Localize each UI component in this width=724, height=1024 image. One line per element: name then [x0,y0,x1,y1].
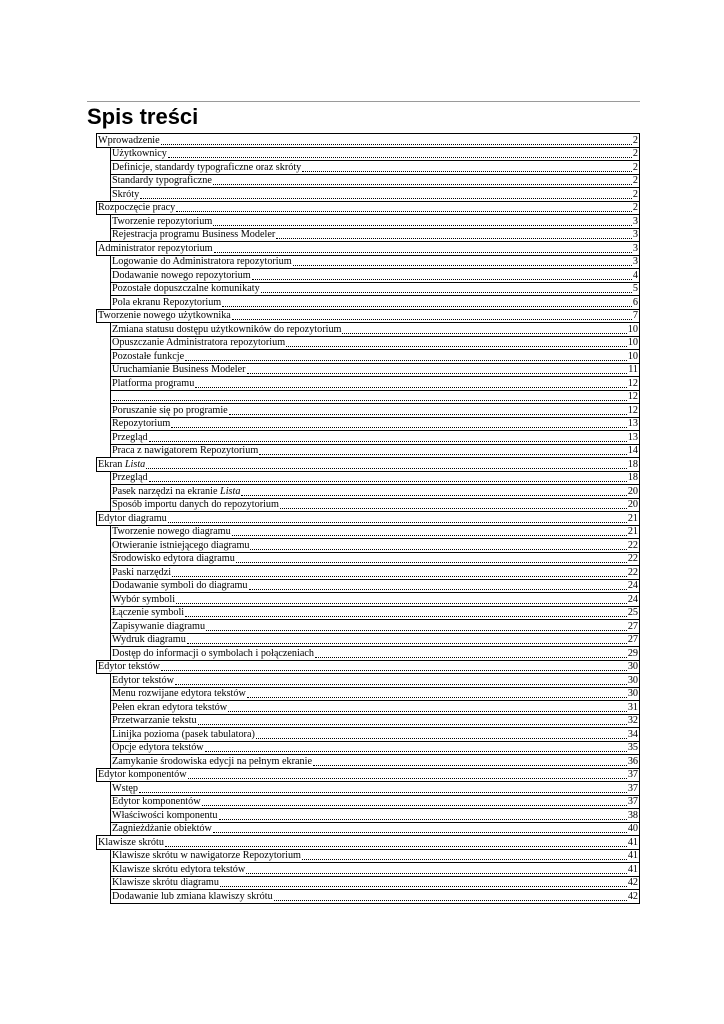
toc-page-number: 12 [627,377,638,389]
toc-entry-label: Platforma programu [112,377,195,389]
toc-dot-leader [213,832,627,833]
toc-dot-leader [185,360,627,361]
toc-entry-label: Wybór symboli [112,593,176,605]
toc-section-entry[interactable] [110,538,640,553]
toc-entry-label: Wprowadzenie [98,134,160,146]
toc-page-number: 13 [627,431,638,443]
toc-dot-leader [220,886,627,887]
toc-page-number: 37 [627,769,638,780]
toc-dot-leader [249,589,627,590]
toc-page-number: 30 [627,674,638,686]
toc-section-entry[interactable] [110,471,640,486]
toc-entry-label: Rejestracja programu Business Modeler [112,229,276,240]
toc-section-entry[interactable] [110,214,640,229]
toc-section-entry[interactable] [110,403,640,418]
toc-entry-label: Paski narzędzi [112,566,172,578]
toc-section-entry[interactable] [110,633,640,648]
toc-dot-leader [232,535,627,536]
toc-entry-label: Edytor komponentów [98,769,187,780]
toc-page-number: 22 [627,553,638,564]
toc-dot-leader [256,738,627,739]
toc-chapter-entry[interactable] [96,835,640,850]
toc-entry-label: Skróty [112,188,140,200]
toc-section-entry[interactable] [110,390,640,405]
toc-section-entry[interactable] [110,822,640,837]
toc-page-number: 38 [627,809,638,821]
toc-page-number: 11 [628,364,638,375]
toc-dot-leader [213,225,632,226]
toc-page-number: 30 [627,688,638,699]
toc-section-entry[interactable] [110,714,640,729]
toc-dot-leader [302,171,632,172]
toc-page-number: 24 [627,593,638,605]
toc-dot-leader [274,900,627,901]
toc-page-number: 2 [632,161,638,173]
toc-chapter-entry[interactable] [96,768,640,783]
toc-entry-label: Edytor komponentów [112,796,201,807]
toc-page-number: 4 [632,269,638,281]
toc-section-entry[interactable] [110,295,640,310]
toc-page-number: 18 [627,472,638,483]
toc-chapter-entry[interactable] [96,133,640,148]
toc-section-entry[interactable] [110,430,640,445]
toc-page-number: 37 [627,782,638,794]
toc-page-number: 12 [627,391,638,402]
toc-dot-leader [113,400,627,401]
toc-dot-leader [214,252,632,253]
toc-dot-leader [205,751,627,752]
toc-page-number: 41 [627,863,638,875]
toc-entry-label: Pozostałe dopuszczalne komunikaty [112,283,260,294]
toc-dot-leader [315,657,627,658]
toc-page-number: 20 [627,485,638,497]
toc-page-number: 25 [627,607,638,618]
toc-page-number: 6 [632,296,638,308]
header-rule [87,101,640,102]
toc-dot-leader [161,670,627,671]
toc-page-number: 2 [632,148,638,159]
toc-section-entry[interactable] [110,795,640,810]
toc-entry-label: Tworzenie repozytorium [112,215,213,227]
toc-page-number: 3 [632,215,638,227]
toc-section-entry[interactable] [110,687,640,702]
toc-entry-label: Dodawanie symboli do diagramu [112,580,248,591]
toc-section-entry[interactable] [110,741,640,756]
toc-dot-leader [185,616,627,617]
toc-section-entry[interactable] [110,876,640,891]
toc-section-entry[interactable] [110,349,640,364]
toc-entry-label: Użytkownicy [112,148,167,159]
toc-entry-label: Klawisze skrótu w nawigatorze Repozytorium [112,850,301,861]
toc-section-entry[interactable] [110,579,640,594]
toc-dot-leader [261,292,632,293]
toc-dot-leader [259,454,627,455]
toc-page-number: 14 [627,445,638,456]
toc-section-entry[interactable] [110,282,640,297]
toc-section-entry[interactable] [110,376,640,391]
toc-page-number: 2 [632,134,638,146]
toc-section-entry[interactable] [110,187,640,202]
toc-dot-leader [206,630,627,631]
toc-page-number: 13 [627,418,638,429]
toc-dot-leader [252,279,632,280]
toc-entry-label-italic: Lista [124,458,146,470]
toc-dot-leader [172,576,627,577]
page-title: Spis treści [87,104,199,129]
toc-dot-leader [139,792,627,793]
toc-entry-label: Dodawanie nowego repozytorium [112,269,251,281]
toc-page-number: 3 [632,229,638,240]
toc-section-entry[interactable] [110,889,640,904]
toc-section-entry[interactable] [110,606,640,621]
toc-chapter-entry[interactable] [96,309,640,324]
toc-dot-leader [250,549,626,550]
toc-entry-label: Edytor tekstów [98,661,160,672]
toc-dot-leader [276,238,632,239]
toc-page-number: 35 [627,742,638,753]
toc-section-entry[interactable] [110,268,640,283]
toc-page-number: 32 [627,715,638,726]
toc-entry-label: Otwieranie istniejącego diagramu [112,539,250,551]
toc-entry-label: Klawisze skrótu [98,836,164,848]
toc-entry-label: Zapisywanie diagramu [112,620,206,632]
toc-page-number: 24 [627,580,638,591]
toc-dot-leader [236,562,627,563]
toc-dot-leader [229,414,627,415]
toc-entry-label: Przegląd [112,472,148,483]
toc-dot-leader [165,846,627,847]
toc-section-entry[interactable] [110,781,640,796]
toc-page-number: 10 [627,323,638,335]
toc-entry-label: Poruszanie się po programie [112,404,228,416]
toc-entry-label: Środowisko edytora diagramu [112,553,235,564]
toc-dot-leader [313,765,627,766]
toc-entry-label: Pola ekranu Repozytorium [112,296,222,308]
toc-page-number: 20 [627,499,638,510]
toc-dot-leader [195,387,626,388]
toc-dot-leader [246,873,627,874]
toc-page-number: 42 [627,877,638,888]
toc-entry-label: Rozpoczęcie pracy [98,202,176,213]
toc-entry-label: Edytor diagramu [98,512,167,524]
toc-dot-leader [302,859,627,860]
toc-section-entry[interactable] [110,174,640,189]
toc-section-entry[interactable] [110,673,640,688]
toc-entry-label-italic: Lista [220,485,241,497]
toc-section-entry[interactable] [110,363,640,378]
toc-entry-label: Tworzenie nowego użytkownika [98,310,231,321]
toc-page-number: 41 [627,850,638,861]
toc-dot-leader [140,198,632,199]
toc-entry-label: Menu rozwijane edytora tekstów [112,688,246,699]
toc-entry-label: Ekran Lista [98,458,146,470]
toc-entry-label: Standardy typograficzne [112,175,212,186]
toc-section-entry[interactable] [110,160,640,175]
toc-entry-label: Praca z nawigatorem Repozytorium [112,445,259,456]
toc-dot-leader [202,805,627,806]
toc-dot-leader [222,306,632,307]
toc-dot-leader [219,819,627,820]
toc-dot-leader [247,373,628,374]
toc-page-number: 29 [627,647,638,659]
toc-section-entry[interactable] [110,228,640,243]
toc-page-number: 12 [627,404,638,416]
toc-page-number: 36 [627,755,638,767]
toc-section-entry[interactable] [110,147,640,162]
toc-chapter-entry[interactable] [96,660,640,675]
toc-section-entry[interactable] [110,484,640,499]
toc-section-entry[interactable] [110,552,640,567]
toc-entry-label: Klawisze skrótu edytora tekstów [112,863,246,875]
toc-page-number: 22 [627,566,638,578]
toc-dot-leader [176,211,632,212]
toc-dot-leader [241,495,626,496]
toc-page-number: 34 [627,728,638,740]
toc-entry-label: Pozostałe funkcje [112,350,185,362]
toc-dot-leader [149,441,627,442]
toc-dot-leader [175,684,627,685]
toc-dot-leader [176,603,627,604]
toc-section-entry[interactable] [110,727,640,742]
toc-entry-label: Definicje, standardy typograficzne oraz skróty [112,161,302,173]
toc-page-number: 27 [627,620,638,632]
toc-dot-leader [213,184,632,185]
toc-page-number: 2 [632,202,638,213]
toc-dot-leader [188,778,627,779]
toc-chapter-entry[interactable] [96,241,640,256]
toc-entry-label: Opuszczanie Administratora repozytorium [112,337,286,348]
toc-entry-label: Zagnieżdżanie obiektów [112,823,212,834]
toc-entry-label: Dodawanie lub zmiana klawiszy skrótu [112,890,273,902]
toc-entry-label: Zmiana statusu dostępu użytkowników do repozytorium [112,323,342,335]
toc-section-entry[interactable] [110,619,640,634]
toc-page-number: 42 [627,890,638,902]
toc-dot-leader [168,522,627,523]
toc-dot-leader [247,697,627,698]
toc-dot-leader [149,481,627,482]
toc-page-number: 31 [627,701,638,713]
toc-section-entry[interactable] [110,849,640,864]
toc-section-entry[interactable] [110,565,640,580]
toc-entry-label: Logowanie do Administratora repozytorium [112,256,292,267]
toc-chapter-entry[interactable] [96,511,640,526]
toc-section-entry[interactable] [110,444,640,459]
toc-chapter-entry[interactable] [96,201,640,216]
toc-entry-label: Tworzenie nowego diagramu [112,526,231,537]
toc-entry-label: Zamykanie środowiska edycji na pełnym ekranie [112,755,313,767]
toc-page-number: 10 [627,337,638,348]
toc-dot-leader [198,724,627,725]
toc-page-number: 30 [627,661,638,672]
toc-section-entry[interactable] [110,498,640,513]
toc-dot-leader [168,157,632,158]
toc-entry-label: Opcje edytora tekstów [112,742,204,753]
toc-entry-label: Pasek narzędzi na ekranie Lista [112,485,241,497]
toc-page-number: 21 [627,512,638,524]
toc-page-number: 37 [627,796,638,807]
toc-dot-leader [280,508,627,509]
toc-page-number: 2 [632,188,638,200]
toc-entry-label: Dostęp do informacji o symbolach i połączeniach [112,647,314,659]
toc-dot-leader [232,319,632,320]
toc-dot-leader [286,346,627,347]
toc-section-entry[interactable] [110,862,640,877]
toc-page-number: 41 [627,836,638,848]
toc-dot-leader [187,643,627,644]
toc-section-entry[interactable] [110,592,640,607]
toc-section-entry[interactable] [110,322,640,337]
toc-dot-leader [161,144,632,145]
toc-page-number: 18 [627,458,638,470]
toc-entry-label: Repozytorium [112,418,171,429]
toc-section-entry[interactable] [110,646,640,661]
toc-page-number: 10 [627,350,638,362]
toc-entry-label: Sposób importu danych do repozytorium [112,499,279,510]
toc-page-number: 7 [632,310,638,321]
toc-page-number: 21 [627,526,638,537]
toc-section-entry[interactable] [110,417,640,432]
toc-section-entry[interactable] [110,808,640,823]
toc-page-number: 3 [632,256,638,267]
toc-entry-label: Wstęp [112,782,139,794]
toc-entry-label: Przegląd [112,431,148,443]
toc-entry-label: Przetwarzanie tekstu [112,715,197,726]
toc-dot-leader [171,427,627,428]
toc-entry-label: Uruchamianie Business Modeler [112,364,246,375]
toc-dot-leader [342,333,626,334]
toc-page-number: 3 [632,242,638,254]
toc-entry-label: Łączenie symboli [112,607,185,618]
toc-entry-label: Pełen ekran edytora tekstów [112,701,228,713]
toc-dot-leader [293,265,632,266]
toc-section-entry[interactable] [110,336,640,351]
toc-page-number: 22 [627,539,638,551]
toc-entry-label: Wydruk diagramu [112,634,186,645]
toc-page-number: 5 [632,283,638,294]
toc-chapter-entry[interactable] [96,457,640,472]
toc-section-entry[interactable] [110,255,640,270]
toc-entry-label: Edytor tekstów [112,674,174,686]
toc-entry-label: Administrator repozytorium [98,242,213,254]
toc-page-number: 40 [627,823,638,834]
table-of-contents [96,134,640,904]
toc-section-entry[interactable] [110,525,640,540]
toc-entry-label: Linijka pozioma (pasek tabulatora) [112,728,255,740]
toc-entry-label: Klawisze skrótu diagramu [112,877,219,888]
toc-section-entry[interactable] [110,700,640,715]
toc-page-number: 2 [632,175,638,186]
toc-dot-leader [146,468,627,469]
toc-section-entry[interactable] [110,754,640,769]
toc-page-number: 27 [627,634,638,645]
toc-entry-label: Właściwości komponentu [112,809,218,821]
toc-dot-leader [228,711,627,712]
